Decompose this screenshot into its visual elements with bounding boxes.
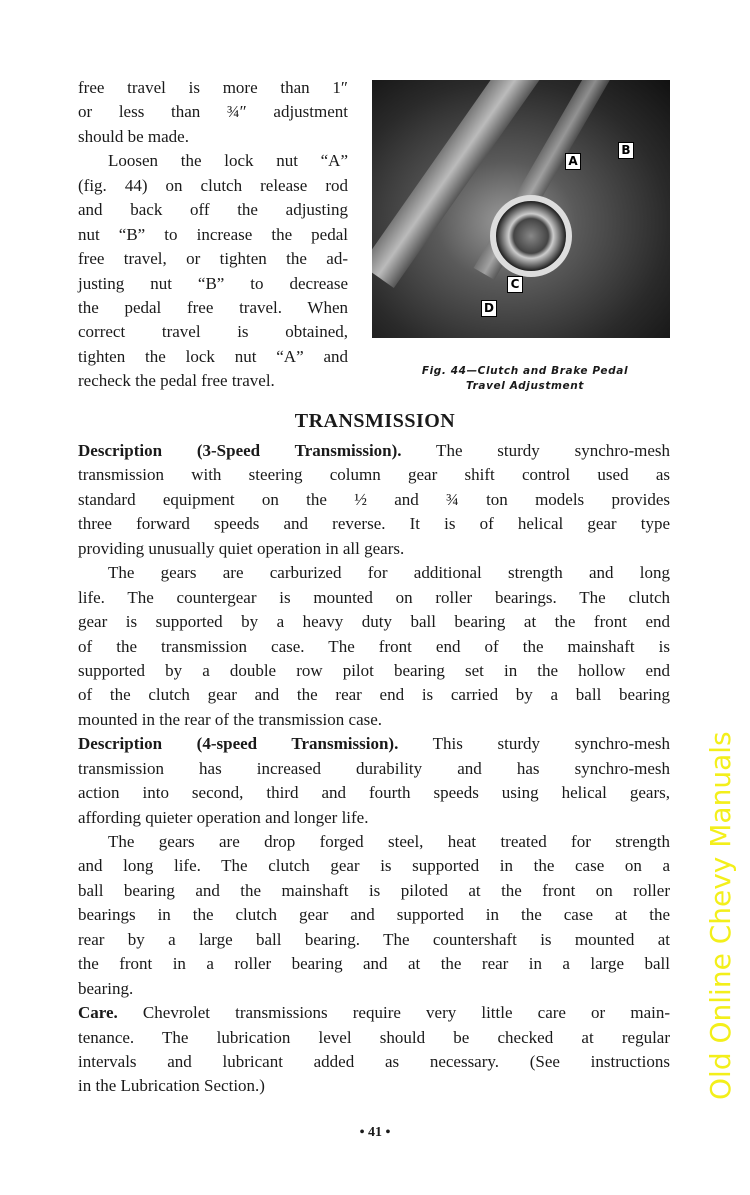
text-line xyxy=(78,903,670,927)
line-text: tighten the lock nut “A” and xyxy=(78,346,348,366)
text-line xyxy=(78,757,670,781)
text-line xyxy=(78,369,348,393)
text-line xyxy=(78,174,348,198)
line-text: and long life. The clutch gear is supported in the case on a xyxy=(78,856,670,876)
text-line xyxy=(78,345,348,369)
line-text: Loosen the lock nut “A” xyxy=(108,151,348,171)
text-line xyxy=(78,732,670,756)
text-line xyxy=(78,125,348,149)
text-line xyxy=(78,610,670,634)
figure-label-c: C xyxy=(507,276,523,293)
text-line xyxy=(78,1026,670,1050)
text-line xyxy=(78,198,348,222)
text-line xyxy=(78,296,348,320)
text-line xyxy=(78,659,670,683)
line-text: transmission has increased durability and has synchro-mesh xyxy=(78,758,670,778)
line-text: of the transmission case. The front end of the mainshaft is xyxy=(78,636,670,656)
line-text: should be made. xyxy=(78,126,189,146)
line-text: affording quieter operation and longer life. xyxy=(78,807,369,827)
line-text: gear is supported by a heavy duty ball bearing at the front end xyxy=(78,612,670,632)
line-text: providing unusually quiet operation in all gears. xyxy=(78,538,405,558)
left-column-text xyxy=(78,76,348,394)
line-text: free travel, or tighten the ad- xyxy=(78,249,348,269)
text-line xyxy=(78,830,670,854)
text-line xyxy=(78,76,348,100)
text-line xyxy=(78,977,670,1001)
figure-caption xyxy=(390,364,660,394)
run-in-heading: Care. xyxy=(78,1003,118,1023)
line-text: bearing. xyxy=(78,978,134,998)
line-text: correct travel is obtained, xyxy=(78,322,348,342)
text-line xyxy=(78,320,348,344)
line-text: of the clutch gear and the rear end is carried by a ball bearing xyxy=(78,685,670,705)
line-text: three forward speeds and reverse. It is of helical gear type xyxy=(78,514,670,534)
caption-line-2: Travel Adjustment xyxy=(466,380,584,392)
text-line xyxy=(78,806,670,830)
text-line xyxy=(78,561,670,585)
line-text: (fig. 44) on clutch release rod xyxy=(78,175,348,195)
figure-label-a: A xyxy=(565,153,581,170)
line-text: The gears are carburized for additional strength and long xyxy=(108,563,670,583)
line-text: recheck the pedal free travel. xyxy=(78,371,275,391)
text-line xyxy=(78,537,670,561)
text-line xyxy=(78,1001,670,1025)
section-title: TRANSMISSION xyxy=(294,410,456,432)
line-text: tenance. The lubrication level should be checked at regular xyxy=(78,1027,670,1047)
line-text: bearings in the clutch gear and supported in the case at the xyxy=(78,905,670,925)
caption-line-1: Fig. 44—Clutch and Brake Pedal xyxy=(421,365,629,377)
line-text: nut “B” to increase the pedal xyxy=(78,224,348,244)
text-line xyxy=(78,683,670,707)
line-text: Chevrolet transmissions require very little care or main- xyxy=(117,1003,670,1023)
text-line xyxy=(78,879,670,903)
text-line xyxy=(78,952,670,976)
line-text: or less than ¾″ adjustment xyxy=(78,102,348,122)
text-line xyxy=(78,463,670,487)
line-text: ball bearing and the mainshaft is piloted at the front on roller xyxy=(78,880,670,900)
text-line xyxy=(78,223,348,247)
text-line xyxy=(78,247,348,271)
line-text: free travel is more than 1″ xyxy=(78,78,348,97)
line-text: in the Lubrication Section.) xyxy=(78,1076,265,1096)
text-line xyxy=(78,272,348,296)
line-text: life. The countergear is mounted on roller bearings. The clutch xyxy=(78,587,670,607)
text-line xyxy=(78,100,348,124)
text-line xyxy=(78,854,670,878)
figure-label-b: B xyxy=(618,142,634,159)
line-text: supported by a double row pilot bearing set in the hollow end xyxy=(78,660,670,680)
text-line xyxy=(78,488,670,512)
line-text: This sturdy synchro-mesh xyxy=(398,734,670,754)
figure-44-photo xyxy=(372,80,670,338)
run-in-heading: Description (4-speed Transmission). xyxy=(78,734,399,754)
line-text: justing nut “B” to decrease xyxy=(78,273,348,293)
text-line xyxy=(78,708,670,732)
line-text: and back off the adjusting xyxy=(78,200,348,220)
line-text: rear by a large ball bearing. The countershaft is mounted at xyxy=(78,929,670,949)
text-line xyxy=(78,512,670,536)
page-number: • 41 • xyxy=(359,1125,391,1140)
line-text: standard equipment on the ½ and ¾ ton models provides xyxy=(78,489,670,509)
line-text: action into second, third and fourth speeds using helical gears, xyxy=(78,783,670,803)
text-line xyxy=(78,928,670,952)
body-text xyxy=(78,439,670,1099)
text-line xyxy=(78,586,670,610)
run-in-heading: Description (3-Speed Transmission). xyxy=(78,441,402,460)
line-text: mounted in the rear of the transmission case. xyxy=(78,709,383,729)
line-text: the pedal free travel. When xyxy=(78,297,348,317)
text-line xyxy=(78,1050,670,1074)
watermark: Old Online Chevy Manuals xyxy=(704,731,737,1100)
text-line xyxy=(78,635,670,659)
text-line xyxy=(78,1074,670,1098)
text-line xyxy=(78,149,348,173)
line-text: intervals and lubricant added as necessary. (See instructions xyxy=(78,1051,670,1071)
line-text: The sturdy synchro-mesh xyxy=(401,441,670,460)
pulley-shape xyxy=(490,195,572,277)
line-text: The gears are drop forged steel, heat treated for strength xyxy=(108,832,670,851)
text-line xyxy=(78,439,670,463)
line-text: the front in a roller bearing and at the rear in a large ball xyxy=(78,954,670,974)
text-line xyxy=(78,781,670,805)
line-text: transmission with steering column gear shift control used as xyxy=(78,465,670,485)
figure-label-d: D xyxy=(481,300,497,317)
